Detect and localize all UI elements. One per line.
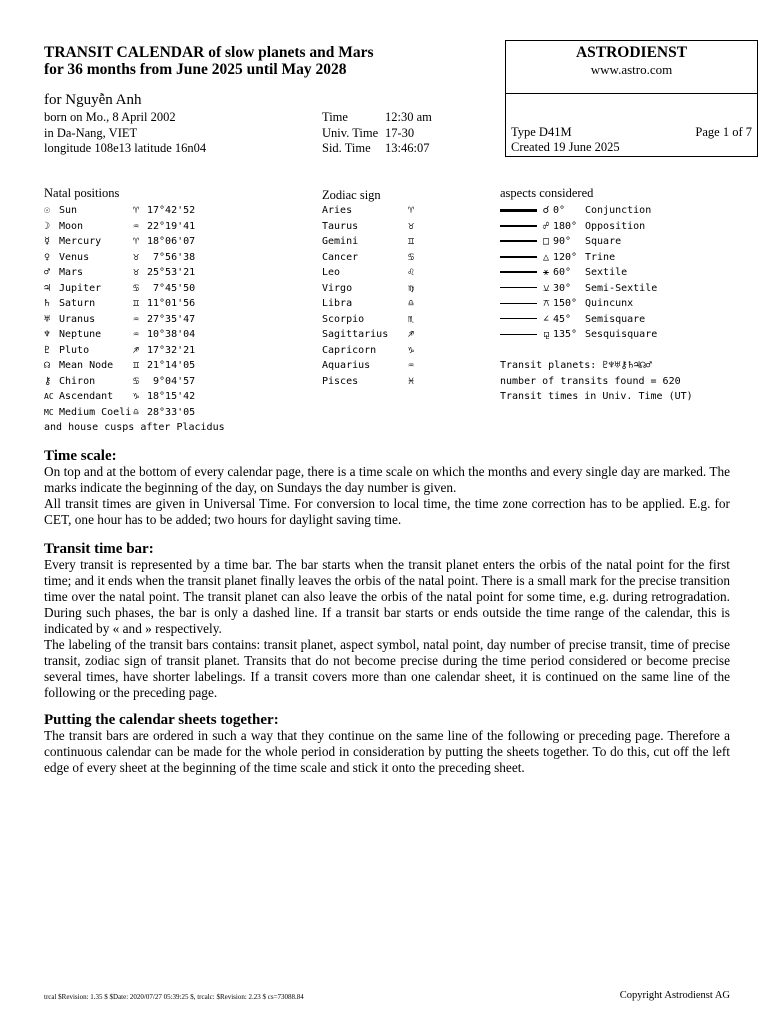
scorpio-icon: ♏ [408,313,415,325]
title-line-2: for 36 months from June 2025 until May 2028 [44,61,347,78]
zodiac-row: Gemini ♊ [322,236,415,247]
transit-planets-glyphs-icon: ♇♆♅⚷♄♃☊♂ [602,360,652,371]
zodiac-row: Scorpio ♏ [322,313,415,325]
libra-icon: ♎ [408,298,415,309]
aspect-row: □ 90° Square [500,234,657,250]
time-row: Sid. Time 13:46:07 [322,141,430,155]
aspect-row: ☌ 0° Conjunction [500,203,657,219]
semi-sextile-icon: ⚺ [543,282,550,294]
brand-url[interactable]: www.astro.com [590,62,673,77]
created-date: Created 19 June 2025 [511,140,620,154]
aspect-row: ⚻ 150° Quincunx [500,296,657,312]
section-heading-time-scale: Time scale: [44,448,117,464]
sign-glyph-icon: ♋ [133,375,140,387]
conjunction-icon: ☌ [543,205,550,216]
aspect-row: △ 120° Trine [500,250,657,266]
birth-date: born on Mo., 8 April 2002 [44,110,176,124]
sign-glyph-icon: ♈ [133,236,140,247]
page-number: Page 1 of 7 [695,125,752,139]
document-type: Type D41M [511,125,572,139]
taurus-icon: ♉ [408,220,415,232]
transit-info [500,358,693,405]
zodiac-signs-list [322,203,414,389]
cancer-icon: ♋ [408,251,415,263]
sesquisquare-icon: ⚼ [543,329,550,340]
aspect-row: ⚺ 30° Semi-Sextile [500,281,657,297]
aspects-heading: aspects considered [500,186,594,200]
time-row: Time 12:30 am [322,110,432,124]
zodiac-row: Aquarius ♒ [322,360,415,371]
sign-glyph-icon: ♉ [133,267,140,278]
aspect-line [500,240,537,242]
sign-glyph-icon: ♈ [133,205,140,216]
natal-row: ♄ Saturn ♊ 11°01'56 [44,296,225,312]
sign-glyph-icon: ♐ [133,344,140,356]
planet-glyph-icon: ♇ [44,344,51,356]
natal-row: ♆ Neptune ♒ 10°38'04 [44,327,225,343]
paragraph: The labeling of the transit bars contains: transit planet, aspect symbol, natal point, day number of precise transit, time of precise transit, zodiac sign of transit planet. Transits that do not become precise during the time period considered or become precise several times, have shorter labelings. If a transit covers more than one calendar sheet, it is continued on the same line of the following or the preceding page. [44,637,730,700]
aspect-row: ⚹ 60° Sextile [500,265,657,281]
planet-glyph-icon: ♂ [44,267,51,278]
natal-row: ♅ Uranus ♒ 27°35'47 [44,312,225,328]
natal-row: ♀ Venus ♉ 7°56'38 [44,250,225,266]
planet-glyph-icon: ♃ [44,282,51,294]
document-title [44,44,374,78]
astrodienst-box [505,40,758,157]
sign-glyph-icon: ♒ [133,220,140,232]
sign-glyph-icon: ♒ [133,329,140,340]
sagittarius-icon: ♐ [408,329,415,340]
natal-positions-list [44,203,225,436]
zodiac-row: Aries ♈ [322,205,415,216]
transit-planets: Transit planets: ♇♆♅⚷♄♃☊♂ [500,360,652,371]
gemini-icon: ♊ [408,236,415,247]
aspect-row: ∠ 45° Semisquare [500,312,657,328]
zodiac-row: Leo ♌ [322,267,415,278]
section-body-putting-together [44,728,730,776]
birth-times [322,110,432,157]
transit-times-note: Transit times in Univ. Time (UT) [500,391,693,402]
trine-icon: △ [543,251,550,263]
person-name: for Nguyễn Anh [44,92,142,108]
planet-glyph-icon: ♀ [44,251,51,263]
section-heading-transit-bar: Transit time bar: [44,541,154,557]
sextile-icon: ⚹ [543,267,549,278]
zodiac-row: Virgo ♍ [322,282,415,294]
birth-coords: longitude 108e13 latitude 16n04 [44,141,207,155]
natal-row: AC Ascendant ♑ 18°15'42 [44,389,225,405]
sign-glyph-icon: ♎ [133,406,140,418]
aries-icon: ♈ [408,205,415,216]
natal-heading: Natal positions [44,186,120,200]
zodiac-row: Capricorn ♑ [322,344,415,356]
natal-row: ♃ Jupiter ♋ 7°45'50 [44,281,225,297]
zodiac-row: Sagittarius ♐ [322,329,415,340]
copyright: Copyright Astrodienst AG [619,990,730,1001]
opposition-icon: ☍ [543,220,550,232]
natal-row: ☊ Mean Node ♊ 21°14'05 [44,358,225,374]
transit-count: number of transits found = 620 [500,375,681,387]
sign-glyph-icon: ♑ [133,391,140,402]
natal-row: ♂ Mars ♉ 25°53'21 [44,265,225,281]
birth-details [44,110,206,157]
planet-glyph-icon: ☊ [44,360,51,371]
midheaven-glyph-icon: MC [44,407,54,417]
box-divider [506,93,757,94]
paragraph: All transit times are given in Universal Time. For conversion to local time, the time zone correction has to be applied. E.g. for CET, one hour has to be added; two hours for daylight saving time. [44,496,730,527]
aspects-list [500,203,657,343]
aspect-line [500,334,537,335]
zodiac-row: Cancer ♋ [322,251,415,263]
planet-glyph-icon: ☽ [44,220,51,232]
planet-glyph-icon: ⚷ [44,375,52,387]
aspect-line [500,318,537,319]
aspect-line [500,287,537,288]
zodiac-row: Libra ♎ [322,298,415,309]
section-heading-putting-together: Putting the calendar sheets together: [44,712,279,728]
aspect-line [500,256,537,258]
paragraph: Every transit is represented by a time bar. The bar starts when the transit planet enters the orbis of the natal point for the first time; and it ends when the transit planet finally leaves the orbis of the natal point. There is a small mark for the precise transition time over the natal point. The transit planet can also leave the orbis of the natal point for some time, e.g. during retrogradation. During such phases, the bar is only a dashed line. If a transit bar starts or ends outside the time range of the calendar, this is indicated by « and » respectively. [44,557,730,636]
sign-glyph-icon: ♉ [133,251,140,263]
title-line-1: TRANSIT CALENDAR of slow planets and Mars [44,44,374,61]
house-cusps-note: and house cusps after Placidus [44,422,225,433]
aquarius-icon: ♒ [408,360,415,371]
aspect-line [500,271,537,273]
square-icon: □ [543,236,550,247]
section-body-time-scale [44,464,730,528]
quincunx-icon: ⚻ [543,298,550,309]
natal-row: ⚷ Chiron ♋ 9°04'57 [44,374,225,390]
time-row: Univ. Time 17-30 [322,125,415,140]
section-body-transit-bar [44,557,730,701]
aspect-row: ☍ 180° Opposition [500,219,657,235]
natal-row: ☿ Mercury ♈ 18°06'07 [44,234,225,250]
sign-glyph-icon: ♋ [133,282,140,294]
aspect-line [500,303,537,304]
capricorn-icon: ♑ [408,344,415,356]
aspect-line [500,225,537,227]
ascendant-glyph-icon: AC [44,392,54,401]
paragraph: On top and at the bottom of every calendar page, there is a time scale on which the months and every single day are marked. The marks indicate the beginning of the day, on Sundays the day number is given. [44,464,730,495]
zodiac-row: Taurus ♉ [322,220,415,232]
planet-glyph-icon: ♄ [44,298,51,309]
planet-glyph-icon: ♅ [44,313,51,325]
zodiac-heading: Zodiac sign [322,188,381,202]
natal-row: ☽ Moon ♒ 22°19'41 [44,219,225,235]
zodiac-row: Pisces ♓ [322,375,415,387]
birth-place: in Da-Nang, VIET [44,125,138,140]
paragraph: The transit bars are ordered in such a way that they continue on the same line of the following or preceding page. Therefore a continuous calendar can be made for the whole period in consideration by putting the sheets together. To do this, cut off the left edge of every sheet at the beginning of the time scale and stick it onto the preceding sheet. [44,728,730,775]
aspect-row: ⚼ 135° Sesquisquare [500,327,657,343]
planet-glyph-icon: ☉ [44,205,51,216]
sign-glyph-icon: ♒ [133,313,140,325]
semisquare-icon: ∠ [543,313,550,325]
brand-name: ASTRODIENST [575,44,688,61]
revision-info: trcal $Revision: 1.35 $ $Date: 2020/07/27 05:39:25 $, trcalc: $Revision: 2.23 $ cs=73088.84 [44,993,304,1001]
leo-icon: ♌ [408,267,415,278]
natal-row: ☉ Sun ♈ 17°42'52 [44,203,225,219]
virgo-icon: ♍ [408,282,415,294]
sign-glyph-icon: ♊ [133,298,140,309]
natal-row: MC Medium Coeli ♎ 28°33'05 [44,405,225,421]
pisces-icon: ♓ [408,375,415,387]
aspect-line [500,209,537,212]
sign-glyph-icon: ♊ [133,360,140,371]
planet-glyph-icon: ☿ [44,236,51,247]
planet-glyph-icon: ♆ [44,329,51,340]
natal-row: ♇ Pluto ♐ 17°32'21 [44,343,225,359]
